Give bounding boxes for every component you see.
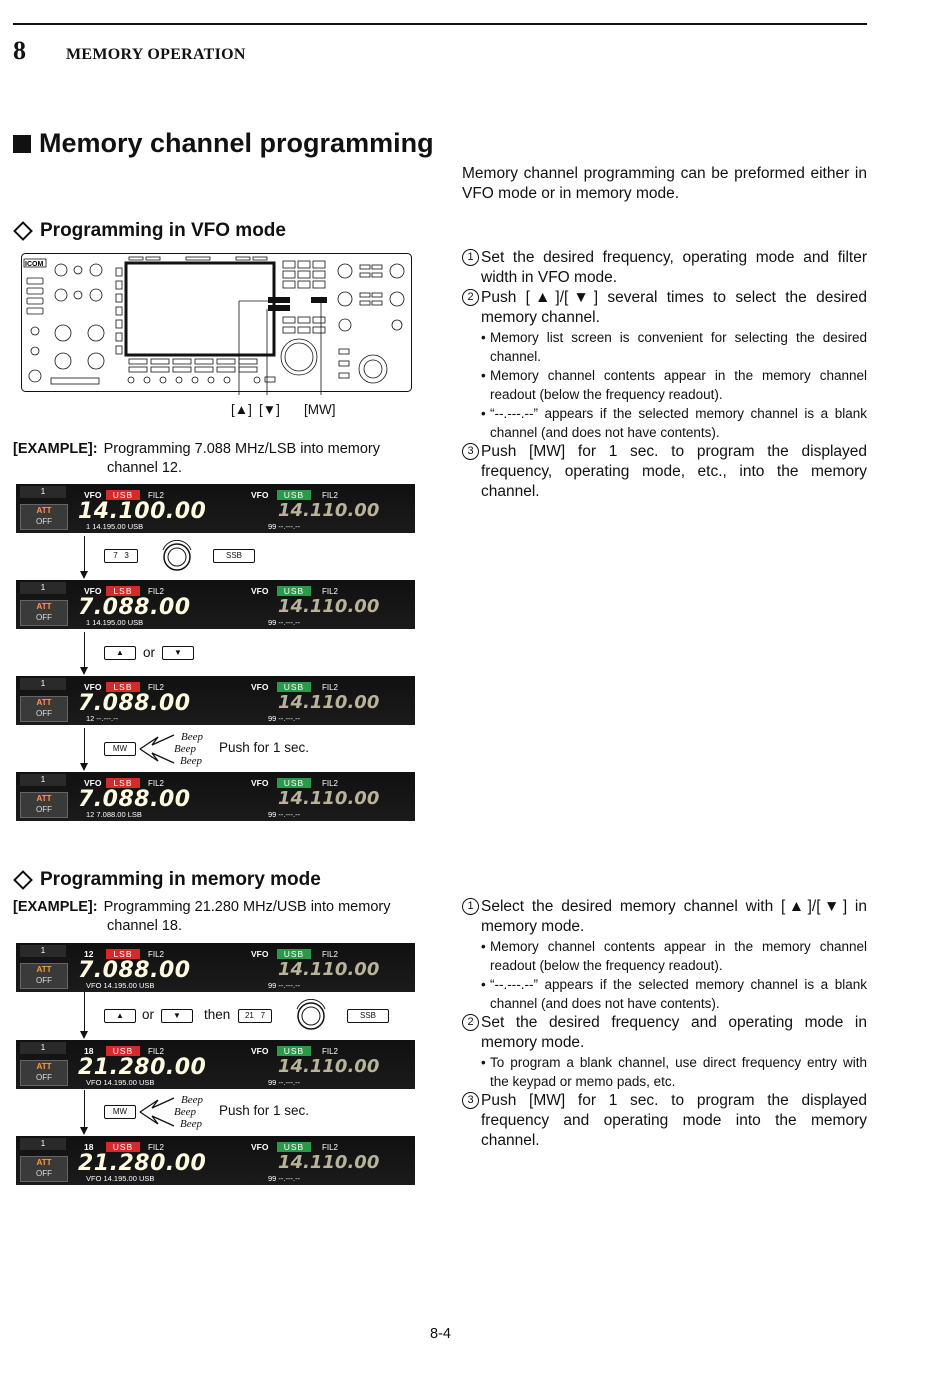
lcd-tag: 1	[20, 945, 66, 957]
sub-memory-readout: 99 --.---.--	[268, 1174, 301, 1183]
sub-filter-label: FIL2	[322, 683, 339, 692]
sub-frequency: 14.110.00	[278, 596, 380, 617]
mem-step-2: 2 Set the desired frequency and operating mode in memory mode.	[462, 1013, 867, 1053]
beep-text: Beep	[180, 755, 202, 767]
key-mw: MW	[104, 742, 136, 756]
main-mode: LSB	[106, 586, 140, 596]
label-mw: [MW]	[304, 402, 336, 417]
key-7-3: 7 3	[104, 549, 138, 563]
sub-filter-label: FIL2	[322, 587, 339, 596]
filter-label: FIL2	[148, 587, 165, 596]
main-tag: 18	[84, 1046, 94, 1056]
main-frequency: 21.280.00	[78, 1055, 207, 1080]
main-frequency: 7.088.00	[78, 595, 191, 620]
vfo-bullet: • Memory channel contents appear in the memory channel readout (below the frequency readout).	[462, 366, 867, 404]
key-mw: MW	[104, 1105, 136, 1119]
main-frequency: 14.100.00	[78, 499, 207, 524]
memory-readout: VFO 14.195.00 USB	[86, 1078, 155, 1087]
vfo-step-2: 2 Push [▲]/[▼] several times to select the desired memory channel.	[462, 288, 867, 328]
lcd-display	[16, 1040, 415, 1089]
main-frequency: 7.088.00	[78, 958, 191, 983]
diamond-icon	[13, 221, 33, 241]
diamond-icon	[13, 870, 33, 890]
att-badge: ATT OFF	[20, 963, 68, 989]
att-badge: ATT OFF	[20, 504, 68, 530]
lcd-tag: 1	[20, 582, 66, 594]
mem-example: [EXAMPLE]: Programming 21.280 MHz/USB into memory channel 18.	[13, 899, 391, 934]
sub-mode: USB	[277, 682, 311, 692]
att-badge: ATT OFF	[20, 1156, 68, 1182]
vfo-section-title: Programming in VFO mode	[13, 220, 286, 242]
filter-label: FIL2	[148, 491, 165, 500]
arrow-down-icon	[80, 667, 88, 675]
lcd-tag: 1	[20, 774, 66, 786]
sub-memory-readout: 99 --.---.--	[268, 981, 301, 990]
or-text: or	[143, 645, 156, 660]
main-frequency: 21.280.00	[78, 1151, 207, 1176]
main-tag: VFO	[84, 778, 102, 788]
mem-step-3: 3 Push [MW] for 1 sec. to program the displayed frequency and operating mode into the memory channel.	[462, 1091, 867, 1151]
memory-readout: VFO 14.195.00 USB	[86, 981, 155, 990]
filter-label: FIL2	[148, 950, 165, 959]
lcd-display	[16, 943, 415, 992]
mem-bullet: • Memory channel contents appear in the memory channel readout (below the frequency readout).	[462, 937, 867, 975]
sub-memory-readout: 99 --.---.--	[268, 1078, 301, 1087]
beep-lightning-icon	[138, 1095, 178, 1129]
flow-line	[84, 536, 85, 574]
sub-frequency: 14.110.00	[278, 959, 380, 980]
main-frequency: 7.088.00	[78, 691, 191, 716]
sub-memory-readout: 99 --.---.--	[268, 522, 301, 531]
mem-step-1: 1 Select the desired memory channel with [▲]/[▼] in memory mode.	[462, 897, 867, 937]
lcd-display	[16, 1136, 415, 1185]
vfo-steps	[462, 248, 867, 502]
sub-memory-readout: 99 --.---.--	[268, 618, 301, 627]
lcd-tag: 1	[20, 678, 66, 690]
arrow-down-icon	[80, 1031, 88, 1039]
flow-line	[84, 1090, 85, 1130]
arrow-down-icon	[80, 571, 88, 579]
sub-tag: VFO	[251, 949, 269, 959]
vfo-example: [EXAMPLE]: Programming 7.088 MHz/LSB into memory channel 12.	[13, 441, 380, 476]
sub-mode: USB	[277, 1046, 311, 1056]
sub-filter-label: FIL2	[322, 1143, 339, 1152]
lcd-tag: 1	[20, 486, 66, 498]
intro-text: Memory channel programming can be preformed either in VFO mode or in memory mode.	[462, 165, 867, 202]
main-mode: USB	[106, 490, 140, 500]
label-down: [▼]	[259, 402, 280, 417]
sub-tag: VFO	[251, 490, 269, 500]
radio-front-panel-illustration	[21, 253, 413, 395]
sub-mode: USB	[277, 1142, 311, 1152]
arrow-down-icon	[80, 763, 88, 771]
sub-memory-readout: 99 --.---.--	[268, 714, 301, 723]
main-mode: USB	[106, 1142, 140, 1152]
sub-mode: USB	[277, 586, 311, 596]
main-mode: LSB	[106, 682, 140, 692]
page-number: 8-4	[430, 1326, 451, 1342]
mem-section-title: Programming in memory mode	[13, 869, 321, 891]
filter-label: FIL2	[148, 1047, 165, 1056]
flow-line	[84, 728, 85, 766]
sub-filter-label: FIL2	[322, 950, 339, 959]
vfo-bullet: • “--.---.--” appears if the selected memory channel is a blank channel (and does not have contents).	[462, 404, 867, 442]
beep-lightning-icon	[138, 732, 178, 766]
lcd-display	[16, 772, 415, 821]
sub-frequency: 14.110.00	[278, 692, 380, 713]
mem-steps	[462, 897, 867, 1151]
main-tag: 18	[84, 1142, 94, 1152]
memory-readout: 12 --.---.--	[86, 714, 119, 723]
lcd-display	[16, 676, 415, 725]
main-mode: LSB	[106, 949, 140, 959]
vfo-bullet: • Memory list screen is convenient for selecting the desired channel.	[462, 328, 867, 366]
mem-bullet: • To program a blank channel, use direct frequency entry with the keypad or memo pads, etc.	[462, 1053, 867, 1091]
beep-text: Beep	[180, 1118, 202, 1130]
main-tag: VFO	[84, 586, 102, 596]
main-tag: 12	[84, 949, 94, 959]
beep-text: Beep	[181, 731, 203, 743]
memory-readout: VFO 14.195.00 USB	[86, 1174, 155, 1183]
key-up: ▲	[104, 1009, 136, 1023]
main-mode: USB	[106, 1046, 140, 1056]
lcd-tag: 1	[20, 1042, 66, 1054]
lcd-tag: 1	[20, 1138, 66, 1150]
sub-tag: VFO	[251, 1142, 269, 1152]
header-rule	[13, 23, 867, 25]
sub-filter-label: FIL2	[322, 779, 339, 788]
chapter-title: MEMORY OPERATION	[66, 46, 246, 63]
label-up: [▲]	[231, 402, 252, 417]
push-text: Push for 1 sec.	[219, 1103, 310, 1118]
key-down: ▼	[162, 646, 194, 660]
sub-tag: VFO	[251, 778, 269, 788]
beep-text: Beep	[174, 1106, 196, 1118]
sub-frequency: 14.110.00	[278, 788, 380, 809]
memory-readout: 1 14.195.00 USB	[86, 522, 144, 531]
beep-text: Beep	[181, 1094, 203, 1106]
att-badge: ATT OFF	[20, 696, 68, 722]
vfo-step-3: 3 Push [MW] for 1 sec. to program the displayed frequency, operating mode, etc., into the memory channel.	[462, 442, 867, 502]
then-text: then	[204, 1007, 231, 1022]
main-tag: VFO	[84, 490, 102, 500]
dial-icon	[294, 999, 328, 1033]
key-ssb: SSB	[213, 549, 255, 563]
sub-filter-label: FIL2	[322, 491, 339, 500]
sub-tag: VFO	[251, 682, 269, 692]
sub-tag: VFO	[251, 1046, 269, 1056]
sub-mode: USB	[277, 778, 311, 788]
key-21-7: 21 7	[238, 1009, 272, 1023]
key-up: ▲	[104, 646, 136, 660]
section-title: Memory channel programming	[13, 128, 434, 159]
chapter-number: 8	[13, 36, 26, 65]
dial-icon	[160, 540, 194, 574]
filter-label: FIL2	[148, 779, 165, 788]
square-bullet-icon	[13, 135, 31, 153]
or-text: or	[142, 1007, 155, 1022]
sub-filter-label: FIL2	[322, 1047, 339, 1056]
radio-logo: ICOM	[25, 261, 44, 268]
memory-readout: 1 14.195.00 USB	[86, 618, 144, 627]
sub-frequency: 14.110.00	[278, 1152, 380, 1173]
main-frequency: 7.088.00	[78, 787, 191, 812]
sub-tag: VFO	[251, 586, 269, 596]
memory-readout: 12 7.088.00 LSB	[86, 810, 142, 819]
flow-line	[84, 992, 85, 1034]
sub-frequency: 14.110.00	[278, 1056, 380, 1077]
filter-label: FIL2	[148, 1143, 165, 1152]
filter-label: FIL2	[148, 683, 165, 692]
sub-mode: USB	[277, 490, 311, 500]
att-badge: ATT OFF	[20, 1060, 68, 1086]
att-badge: ATT OFF	[20, 792, 68, 818]
flow-line	[84, 632, 85, 670]
mem-bullet: • “--.---.--” appears if the selected memory channel is a blank channel (and does not have contents).	[462, 975, 867, 1013]
key-down: ▼	[161, 1009, 193, 1023]
main-mode: LSB	[106, 778, 140, 788]
arrow-down-icon	[80, 1127, 88, 1135]
key-ssb: SSB	[347, 1009, 389, 1023]
main-tag: VFO	[84, 682, 102, 692]
vfo-step-1: 1 Set the desired frequency, operating mode and filter width in VFO mode.	[462, 248, 867, 288]
lcd-display	[16, 484, 415, 533]
sub-mode: USB	[277, 949, 311, 959]
beep-text: Beep	[174, 743, 196, 755]
lcd-display	[16, 580, 415, 629]
att-badge: ATT OFF	[20, 600, 68, 626]
sub-frequency: 14.110.00	[278, 500, 380, 521]
sub-memory-readout: 99 --.---.--	[268, 810, 301, 819]
push-text: Push for 1 sec.	[219, 740, 310, 755]
